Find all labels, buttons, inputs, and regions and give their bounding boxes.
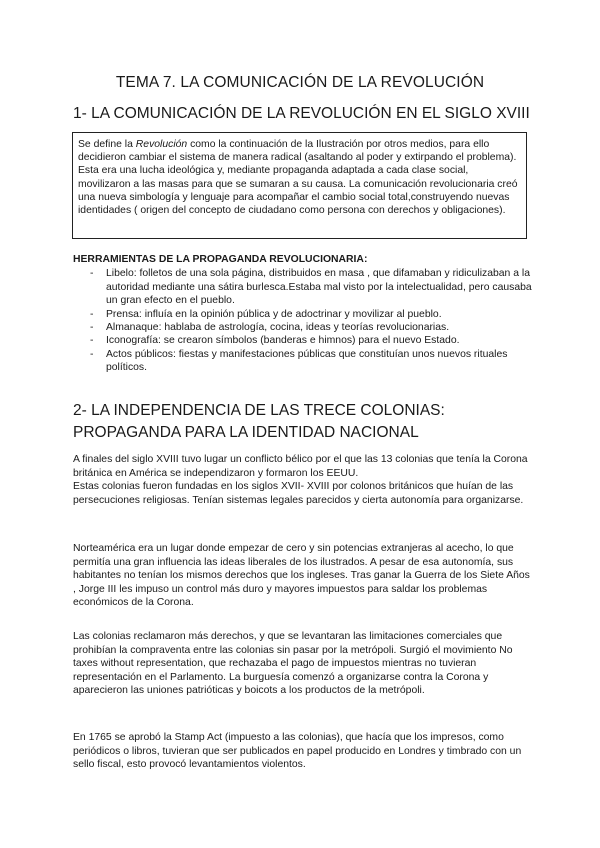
tool-text: Libelo: folletos de una sola página, distribuidos en masa , que difamaban y ridiculizaban a la autoridad mediante una sátira burlesca.Estaba mal visto por la intelectualidad, pero causaba un gran efecto en el pueblo. (106, 268, 532, 307)
propaganda-tools (73, 253, 533, 375)
list-item (73, 267, 533, 307)
definition-text: como la continuación de la Ilustración por otros medios, para ello decidieron cambiar el sistema de manera radical (asaltando al poder y extirpando el problema). Esta era una lucha ideológica y, mediante propaganda adaptada a cada clase social, movilizaron a las masas para que se sumaran a su causa. La comunicación revolucionaria creó una nueva simbología y lenguaje para acompañar el cambio social total,construyendo nuevas identidades ( origen del concepto de ciudadano como persona con derechos y obligaciones). (78, 139, 518, 217)
tool-text: Iconografía: se crearon símbolos (banderas e himnos) para el nuevo Estado. (106, 335, 460, 347)
page-title: TEMA 7. LA COMUNICACIÓN DE LA REVOLUCIÓN (115, 74, 485, 91)
definition-emphasis: Revolución (135, 139, 188, 150)
section-2-heading: 2- LA INDEPENDENCIA DE LAS TRECE COLONIAS: PROPAGANDA PARA LA IDENTIDAD NACIONAL (73, 402, 445, 441)
tool-text: Actos públicos: fiestas y manifestaciones públicas que constituían unos nuevos rituales políticos. (106, 348, 508, 374)
list-item (73, 334, 533, 347)
paragraph: En 1765 se aprobó la Stamp Act (impuesto a las colonias), que hacía que los impresos, como periódicos o libros, tuvieran que ser publicados en papel producido en Londres y timbrado con un sello fiscal, esto provocó levantamientos violentos. (73, 732, 522, 771)
tool-text: Prensa: influía en la opinión pública y de adoctrinar y movilizar al pueblo. (106, 308, 442, 320)
paragraph-line: A finales del siglo XVIII tuvo lugar un conflicto bélico por el que las 13 colonias que tenía la Corona británica en América se independizaron y formaron los EEUU. (73, 454, 528, 479)
section-1-heading: 1- LA COMUNICACIÓN DE LA REVOLUCIÓN EN EL SIGLO XVIII (73, 105, 530, 122)
tools-list (73, 267, 533, 374)
list-item (73, 308, 533, 321)
paragraph: Norteamérica era un lugar donde empezar de cero y sin potencias extranjeras al acecho, lo que permitía una gran influencia las ideas liberales de los ilustrados. A pesar de esa autonomía, sus habitantes no tenían los mismos derechos que los ingleses. Tras ganar la Guerra de los Siete Años , Jorge III les impuso un control más duro y mayores impuestos para saldar los problemas económicos de la Corona. (73, 543, 530, 609)
bullet-dash: - (90, 348, 94, 360)
paragraph-line: Estas colonias fueron fundadas en los siglos XVII- XVIII por colonos británicos que huían de las persecuciones religiosas. Tenían sistemas legales parecidos y cierta autonomía para organizarse. (73, 481, 524, 506)
list-item (73, 321, 533, 334)
bullet-dash: - (90, 322, 94, 334)
bullet-dash: - (90, 308, 94, 320)
definition-prefix: Se define la (78, 139, 136, 150)
paragraph (73, 453, 533, 507)
bullet-dash: - (90, 268, 94, 280)
definition-box (72, 132, 527, 239)
list-item (73, 348, 533, 375)
bullet-dash: - (90, 335, 94, 347)
tools-heading: HERRAMIENTAS DE LA PROPAGANDA REVOLUCIONARIA: (73, 254, 368, 265)
paragraph: Las colonias reclamaron más derechos, y que se levantaran las limitaciones comerciales que prohibían la compraventa entre las colonias sin pasar por la metrópoli. Surgió el movimiento No taxes without representation, que rechazaba el pago de impuestos mientras no tuvieran representación en el Parlamento. La burguesía comenzó a organizarse contra la Corona y aparecieron las uniones patrióticas y boicots a los productos de la metrópoli. (73, 631, 513, 697)
tool-text: Almanaque: hablaba de astrología, cocina, ideas y teorías revolucionarias. (106, 322, 450, 334)
